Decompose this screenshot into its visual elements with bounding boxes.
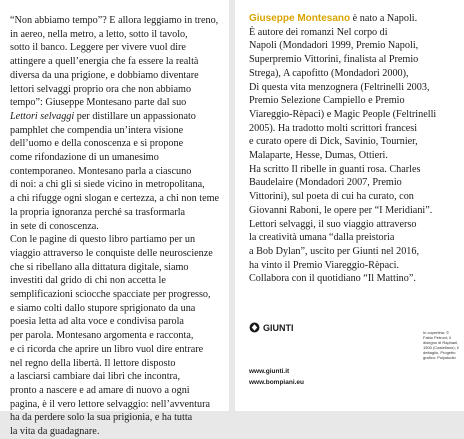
left-flap bbox=[0, 0, 229, 438]
text-line: per parola. Montesano argomenta e racconta, bbox=[10, 330, 194, 342]
bio-line: e curato opere di Dick, Savinio, Tournier, bbox=[249, 136, 418, 148]
bio-line: Baudelaire (Mondadori 2007, Premio bbox=[249, 177, 402, 189]
text-line: e ci ricorda che aprire un libro vuol dire entrare bbox=[10, 343, 204, 355]
text-line: nel regno della libertà. Il lettore disposto bbox=[10, 357, 176, 369]
text-line: a lasciarsi cambiare dai libri che incontra, bbox=[10, 371, 180, 383]
right-flap bbox=[235, 0, 464, 411]
giunti-logo-icon bbox=[249, 322, 260, 333]
text-line: investiti dal grido di chi non accetta le bbox=[10, 275, 166, 287]
bio-line: Vittorini), sul poeta di cui ha curato, con bbox=[249, 191, 414, 203]
text-line: la propria ignoranza perché sa trasformarla bbox=[10, 206, 186, 218]
bio-line: Collabora con il quotidiano “Il Mattino”. bbox=[249, 273, 416, 285]
text-line: pagina, è il vero lettore selvaggio: nell’avventura bbox=[10, 398, 210, 410]
url-bompiani[interactable]: www.bompiani.eu bbox=[249, 379, 305, 386]
left-flap-text bbox=[10, 14, 222, 439]
bio-line: Ha scritto Il ribelle in guanti rosa. Charles bbox=[249, 163, 421, 175]
bio-line: Lettori selvaggi, il suo viaggio attraverso bbox=[249, 218, 417, 230]
bio-line: a Bob Dylan”, uscito per Giunti nel 2016, bbox=[249, 245, 420, 257]
bio-line: Malaparte, Hesse, Dumas, Ottieri. bbox=[249, 150, 388, 162]
publisher-name: GIUNTI bbox=[263, 322, 294, 333]
text-line: a chi rifugge ogni slogan e certezza, a chi non teme bbox=[10, 193, 220, 205]
text-line: tempo”: Giuseppe Montesano parte dal suo bbox=[10, 97, 187, 109]
text-line: sotto il banco. Leggere per vivere vuol dire bbox=[10, 42, 186, 54]
cover-credits: In copertina: © Fabio Petroni; il disegno di Raphael, 1500 (Castellano); il dettaglio, Progetto grafico: Polystudio bbox=[423, 330, 459, 360]
bio-line: Giovanni Raboni, le opere per “I Meridiani”. bbox=[249, 204, 433, 216]
text-line: in sete di conoscenza. bbox=[10, 220, 99, 232]
bio-line: 2005). Ha tradotto molti scrittori francesi bbox=[249, 122, 418, 134]
url-giunti[interactable]: www.giunti.it bbox=[249, 368, 290, 375]
text-line: Con le pagine di questo libro partiamo per un bbox=[10, 234, 196, 246]
text-line: dell’uomo e della conoscenza e si propone bbox=[10, 138, 184, 150]
text-line: e siamo colti dallo stupore sprigionato da una bbox=[10, 302, 196, 314]
text-line: in aereo, nella metro, a letto, sotto il tavolo, bbox=[10, 28, 188, 40]
bio-line: Giuseppe Montesano è nato a Napoli. bbox=[249, 13, 418, 24]
bio-line: Viareggio-Rèpaci) e Magic People (Feltrinelli bbox=[249, 108, 437, 120]
author-bio bbox=[249, 12, 457, 286]
bio-line: Strega), A capofitto (Mondadori 2000), bbox=[249, 67, 409, 79]
text-line: di noi: a chi gli si siede vicino in metropolitana, bbox=[10, 179, 205, 191]
bio-line: la creatività umana “dalla preistoria bbox=[249, 232, 395, 244]
text-line: diversa da una prigione, e dobbiamo diventare bbox=[10, 69, 199, 81]
text-line: lettori selvaggi proprio ora che non abbiamo bbox=[10, 83, 192, 95]
text-line: che si ribellano alla dittatura digitale, siamo bbox=[10, 261, 189, 273]
text-line: come rifondazione di un umanesimo bbox=[10, 152, 159, 164]
text-line: viaggio attraverso le conquiste delle neuroscienze bbox=[10, 247, 213, 259]
author-name: Giuseppe Montesano bbox=[249, 13, 351, 24]
text-line: pronto a nascere e ad amare di nuovo a ogni bbox=[10, 384, 190, 396]
text-line: “Non abbiamo tempo”? E allora leggiamo in treno, bbox=[10, 15, 219, 26]
text-line: ha da perdere solo la sua prigionia, e ha tutta bbox=[10, 412, 193, 424]
text-line: semplificazioni sciocche spacciate per progresso, bbox=[10, 289, 211, 301]
text-line: Lettori selvaggi per distillare un appassionato bbox=[10, 110, 196, 122]
publisher-urls bbox=[249, 366, 304, 388]
bio-line: Premio Selezione Campiello e Premio bbox=[249, 95, 405, 107]
bio-line: È autore dei romanzi Nel corpo di bbox=[249, 26, 388, 38]
text-line: pamphlet che compendia un’intera visione bbox=[10, 124, 184, 136]
bio-line: Superpremio Vittorini, finalista al Premio bbox=[249, 54, 419, 66]
text-line: contemporaneo. Montesano parla a ciascuno bbox=[10, 165, 192, 177]
bio-line: Di questa vita menzognera (Feltrinelli 2003, bbox=[249, 81, 430, 93]
bio-line: ha vinto il Premio Viareggio-Rèpaci. bbox=[249, 259, 399, 271]
text-line: la vita da guadagnare. bbox=[10, 426, 100, 438]
text-line: attingere a quell’energia che fa essere la realtà bbox=[10, 56, 199, 68]
bio-line: Napoli (Mondadori 1999, Premio Napoli, bbox=[249, 40, 419, 52]
publisher-logo bbox=[249, 322, 294, 333]
text-line: poesia letta ad alta voce e condivisa parola bbox=[10, 316, 184, 328]
